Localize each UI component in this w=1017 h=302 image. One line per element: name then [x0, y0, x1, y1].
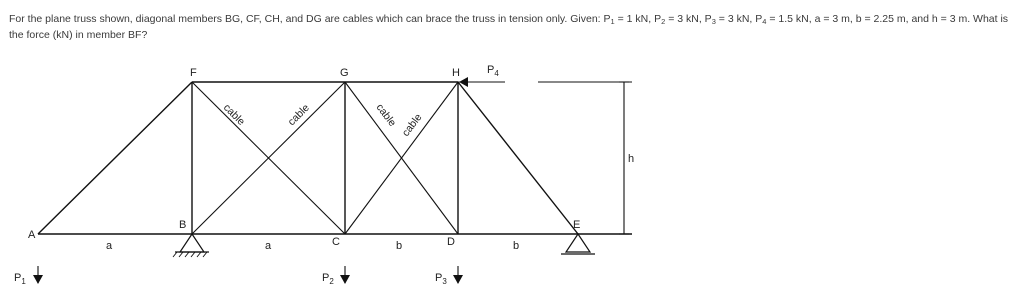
- node-label-F: F: [190, 67, 197, 79]
- load-label-P2: $P_2$: [322, 272, 334, 286]
- load-label-P3: $P_3$: [435, 272, 447, 286]
- question-intro: For the plane truss shown, diagonal members BG, CF, CH, and DG are cables which can brace the truss in tension only.: [9, 13, 568, 25]
- node-label-D: D: [447, 236, 455, 248]
- load-label-P4: $P_4$: [487, 64, 499, 78]
- roller-support-E: [561, 234, 595, 254]
- p3-value: = 3 kN, P: [715, 13, 763, 25]
- dimension-label-b-2: b: [513, 240, 520, 252]
- p4-subscript: 4: [762, 17, 767, 26]
- member-AF: [38, 82, 192, 234]
- dimension-label-a-2: a: [265, 240, 272, 252]
- node-label-E: E: [573, 219, 581, 231]
- cable-label-CF: cable: [220, 101, 248, 128]
- dimension-label-b-1: b: [396, 240, 403, 252]
- dimension-label-a-1: a: [106, 240, 113, 252]
- p3-subscript: 3: [711, 17, 716, 26]
- pin-support-B: [173, 234, 209, 257]
- node-label-G: G: [340, 67, 349, 79]
- p4-value-and-question: = 1.5 kN, a = 3 m, b = 2.25 m, and h = 3 m. What is the force (kN) in member BF?: [9, 13, 1009, 41]
- question-given: Given: P: [570, 13, 611, 25]
- p2-subscript: 2: [661, 17, 666, 26]
- p1-value: = 1 kN, P: [614, 13, 662, 25]
- node-label-A: A: [28, 229, 36, 241]
- node-label-C: C: [332, 236, 340, 248]
- cable-label-BG: cable: [285, 101, 312, 129]
- member-HE: [458, 82, 581, 234]
- node-label-H: H: [452, 67, 460, 79]
- cable-label-CH: cable: [399, 111, 425, 139]
- dimension-label-h: h: [628, 153, 635, 165]
- p1-subscript: 1: [610, 17, 615, 26]
- node-label-B: B: [179, 219, 187, 231]
- load-label-P1: $P_1$: [14, 272, 26, 286]
- cable-label-DG: cable: [373, 101, 399, 129]
- p2-value: = 3 kN, P: [665, 13, 712, 25]
